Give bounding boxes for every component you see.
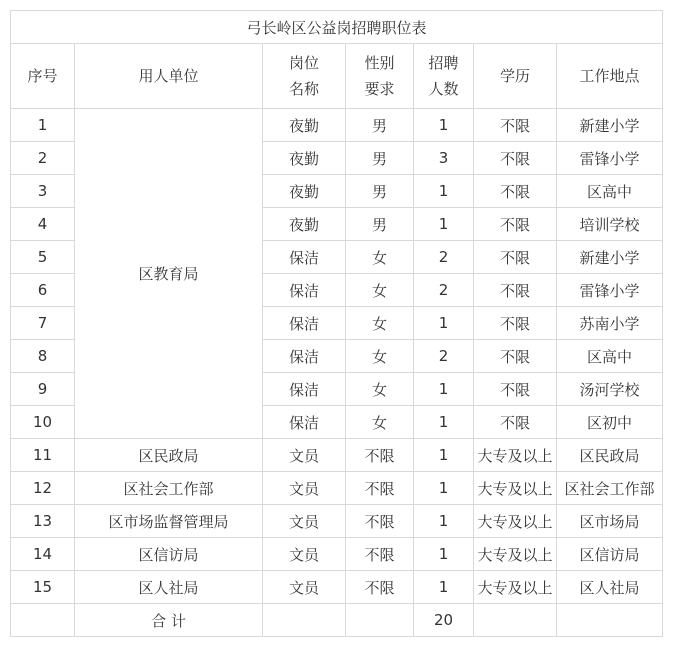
cell-position: 夜勤 <box>263 142 346 175</box>
table-title: 弓长岭区公益岗招聘职位表 <box>11 11 663 44</box>
cell-education: 不限 <box>474 274 557 307</box>
cell-gender: 女 <box>346 274 414 307</box>
total-count: 20 <box>414 604 474 637</box>
cell-index: 11 <box>11 439 75 472</box>
cell-position: 夜勤 <box>263 109 346 142</box>
cell-unit-education-bureau: 区教育局 <box>75 109 263 439</box>
cell-count: 1 <box>414 109 474 142</box>
cell-count: 2 <box>414 241 474 274</box>
cell-education: 大专及以上 <box>474 505 557 538</box>
cell-location: 新建小学 <box>557 109 663 142</box>
cell-gender: 男 <box>346 109 414 142</box>
cell-position: 文员 <box>263 439 346 472</box>
cell-location: 区人社局 <box>557 571 663 604</box>
cell-count: 1 <box>414 439 474 472</box>
cell-education: 不限 <box>474 109 557 142</box>
cell-index: 1 <box>11 109 75 142</box>
cell-gender: 男 <box>346 142 414 175</box>
cell-index: 14 <box>11 538 75 571</box>
cell-index: 5 <box>11 241 75 274</box>
cell-education: 不限 <box>474 142 557 175</box>
table-row <box>11 505 663 538</box>
cell-gender: 不限 <box>346 439 414 472</box>
table-body <box>11 109 663 637</box>
header-count <box>414 44 474 109</box>
header-unit: 用人单位 <box>75 44 263 109</box>
cell-location: 雷锋小学 <box>557 274 663 307</box>
cell-position: 夜勤 <box>263 208 346 241</box>
cell-count: 1 <box>414 505 474 538</box>
cell-gender: 不限 <box>346 505 414 538</box>
cell-location: 区初中 <box>557 406 663 439</box>
cell-gender: 男 <box>346 175 414 208</box>
cell-count: 1 <box>414 208 474 241</box>
cell-location: 汤河学校 <box>557 373 663 406</box>
table-row <box>11 109 663 142</box>
cell-education: 不限 <box>474 208 557 241</box>
cell-count: 1 <box>414 538 474 571</box>
cell-count: 1 <box>414 571 474 604</box>
cell-index: 15 <box>11 571 75 604</box>
cell-unit: 区信访局 <box>75 538 263 571</box>
header-gender-line1: 性别 <box>364 54 395 72</box>
cell-index: 12 <box>11 472 75 505</box>
cell-unit: 区社会工作部 <box>75 472 263 505</box>
cell-unit: 区民政局 <box>75 439 263 472</box>
cell-location: 区高中 <box>557 340 663 373</box>
cell-index: 8 <box>11 340 75 373</box>
header-gender-line2: 要求 <box>364 80 395 98</box>
cell-position: 保洁 <box>263 340 346 373</box>
cell-count: 2 <box>414 340 474 373</box>
cell-count: 3 <box>414 142 474 175</box>
cell-index: 13 <box>11 505 75 538</box>
cell-gender: 女 <box>346 373 414 406</box>
cell-education: 不限 <box>474 406 557 439</box>
cell-unit: 区市场监督管理局 <box>75 505 263 538</box>
cell-index: 4 <box>11 208 75 241</box>
cell-count: 1 <box>414 175 474 208</box>
cell-location: 区民政局 <box>557 439 663 472</box>
total-empty-position <box>263 604 346 637</box>
cell-education: 不限 <box>474 307 557 340</box>
cell-position: 夜勤 <box>263 175 346 208</box>
cell-education: 不限 <box>474 241 557 274</box>
cell-education: 大专及以上 <box>474 571 557 604</box>
cell-location: 培训学校 <box>557 208 663 241</box>
header-count-line1: 招聘 <box>428 54 459 72</box>
total-empty-location <box>557 604 663 637</box>
cell-location: 雷锋小学 <box>557 142 663 175</box>
total-empty-gender <box>346 604 414 637</box>
cell-location: 区高中 <box>557 175 663 208</box>
cell-position: 保洁 <box>263 241 346 274</box>
cell-education: 大专及以上 <box>474 538 557 571</box>
header-education: 学历 <box>474 44 557 109</box>
cell-gender: 不限 <box>346 571 414 604</box>
cell-gender: 女 <box>346 241 414 274</box>
cell-gender: 不限 <box>346 538 414 571</box>
cell-gender: 女 <box>346 307 414 340</box>
cell-education: 大专及以上 <box>474 472 557 505</box>
header-count-line2: 人数 <box>428 80 459 98</box>
cell-location: 新建小学 <box>557 241 663 274</box>
cell-gender: 男 <box>346 208 414 241</box>
header-position-line1: 岗位 <box>288 54 319 72</box>
cell-position: 保洁 <box>263 373 346 406</box>
cell-education: 不限 <box>474 340 557 373</box>
total-row <box>11 604 663 637</box>
cell-position: 文员 <box>263 538 346 571</box>
cell-index: 6 <box>11 274 75 307</box>
cell-count: 2 <box>414 274 474 307</box>
cell-count: 1 <box>414 307 474 340</box>
cell-education: 不限 <box>474 373 557 406</box>
cell-education: 不限 <box>474 175 557 208</box>
table-row <box>11 439 663 472</box>
table-row <box>11 571 663 604</box>
cell-index: 2 <box>11 142 75 175</box>
total-empty-education <box>474 604 557 637</box>
recruitment-table-container <box>10 10 663 637</box>
cell-location: 区社会工作部 <box>557 472 663 505</box>
cell-gender: 女 <box>346 340 414 373</box>
cell-position: 保洁 <box>263 274 346 307</box>
table-row <box>11 472 663 505</box>
header-position <box>263 44 346 109</box>
cell-index: 9 <box>11 373 75 406</box>
header-position-line2: 名称 <box>288 80 319 98</box>
cell-unit: 区人社局 <box>75 571 263 604</box>
cell-count: 1 <box>414 406 474 439</box>
cell-education: 大专及以上 <box>474 439 557 472</box>
header-location: 工作地点 <box>557 44 663 109</box>
total-label: 合 计 <box>75 604 263 637</box>
cell-gender: 女 <box>346 406 414 439</box>
recruitment-table <box>10 10 663 637</box>
cell-location: 区信访局 <box>557 538 663 571</box>
table-row <box>11 538 663 571</box>
cell-index: 10 <box>11 406 75 439</box>
header-index: 序号 <box>11 44 75 109</box>
cell-count: 1 <box>414 472 474 505</box>
cell-location: 区市场局 <box>557 505 663 538</box>
cell-position: 保洁 <box>263 307 346 340</box>
cell-gender: 不限 <box>346 472 414 505</box>
cell-index: 3 <box>11 175 75 208</box>
cell-position: 保洁 <box>263 406 346 439</box>
cell-position: 文员 <box>263 472 346 505</box>
cell-index: 7 <box>11 307 75 340</box>
header-gender <box>346 44 414 109</box>
total-empty-index <box>11 604 75 637</box>
header-row <box>11 44 663 109</box>
cell-location: 苏南小学 <box>557 307 663 340</box>
cell-position: 文员 <box>263 571 346 604</box>
cell-position: 文员 <box>263 505 346 538</box>
cell-count: 1 <box>414 373 474 406</box>
